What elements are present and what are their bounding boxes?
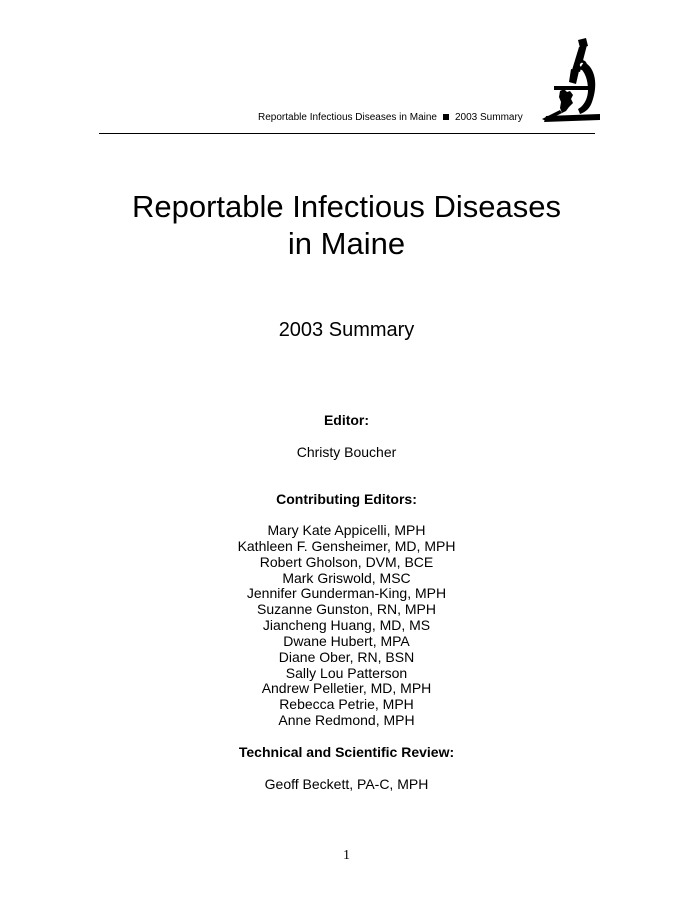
running-header-year: 2003 Summary (454, 112, 523, 123)
review-name: Geoff Beckett, PA-C, MPH (264, 776, 429, 792)
contributing-editor: Mary Kate Appicelli, MPH (267, 522, 426, 538)
page-number: 1 (343, 848, 350, 863)
contributing-editor: Robert Gholson, DVM, BCE (259, 553, 434, 570)
editor-name: Christy Boucher (296, 444, 397, 460)
contributing-editor: Rebecca Petrie, MPH (279, 696, 414, 713)
document-title (0, 188, 693, 262)
document-title-line2: in Maine (287, 226, 406, 261)
contributing-editors-heading: Contributing Editors: (276, 491, 417, 507)
contributing-editor: Mark Griswold, MSC (282, 569, 411, 586)
running-header (258, 112, 523, 124)
document-title-line1: Reportable Infectious Diseases (131, 189, 562, 224)
contributing-editor: Jennifer Gunderman-King, MPH (246, 585, 447, 602)
contributing-editor: Kathleen F. Gensheimer, MD, MPH (237, 537, 456, 554)
contributing-editor: Andrew Pelletier, MD, MPH (261, 680, 432, 697)
contributing-editor: Sally Lou Patterson (285, 664, 408, 681)
microscope-maine-icon (540, 36, 600, 126)
contributing-editor: Diane Ober, RN, BSN (278, 648, 415, 665)
header-rule (99, 133, 595, 134)
review-heading: Technical and Scientific Review: (238, 744, 455, 760)
contributing-editor: Jiancheng Huang, MD, MS (262, 617, 431, 634)
header-separator-square (443, 114, 449, 120)
document-subtitle: 2003 Summary (278, 319, 415, 341)
running-header-title: Reportable Infectious Diseases in Maine (258, 112, 437, 123)
contributing-editors-list (0, 523, 693, 729)
contributing-editor: Suzanne Gunston, RN, MPH (257, 601, 436, 618)
editor-heading: Editor: (323, 412, 370, 428)
contributing-editor: Anne Redmond, MPH (278, 712, 415, 729)
contributing-editor: Dwane Hubert, MPA (283, 632, 410, 649)
